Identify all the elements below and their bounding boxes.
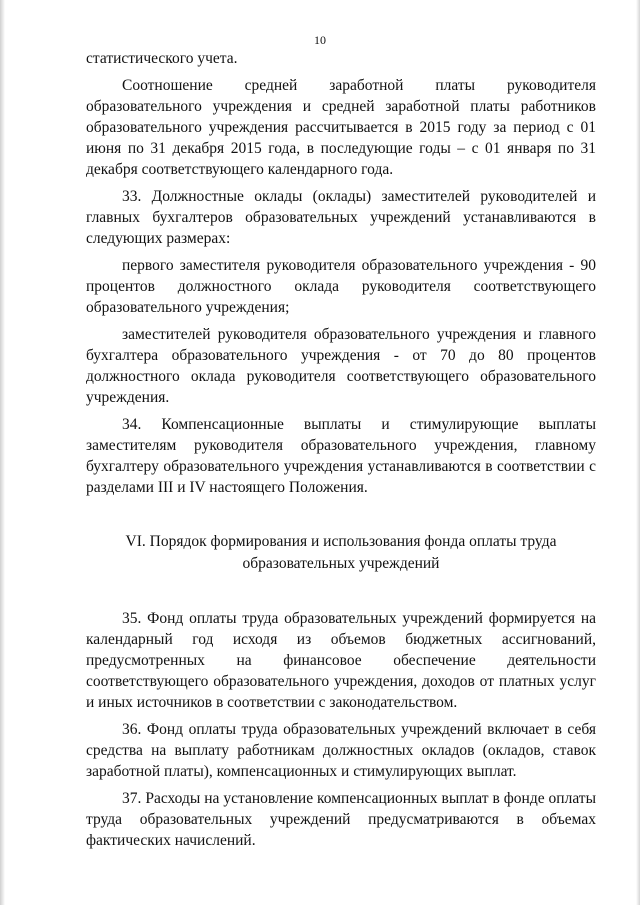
paragraph-37: 37. Расходы на установление компенсационных выплат в фонде оплаты труда образовательных учреждений предусматриваются в объемах фактических начислений.	[86, 790, 596, 849]
paragraph-continuation: статистического учета.	[86, 50, 238, 67]
paragraph-salary-ratio: Соотношение средней заработной платы руководителя образовательного учреждения и средней заработной платы работников образовательного учреждения рассчитывается в 2015 году за период с 01 июня по 31 декабря 2015 года, в последующие годы – с 01 января по 31 декабря соответствующего календарного года.	[86, 77, 596, 178]
paragraph-35: 35. Фонд оплаты труда образовательных учреждений формируется на календарный год исходя из объемов бюджетных ассигнований, предусмотренных на финансовое обеспечение деятельности соответствующего образовательного учреждения, доходов от платных услуг и иных источников в соответствии с законодательством.	[86, 610, 596, 711]
section-heading	[86, 531, 596, 575]
paragraph-deputies: заместителей руководителя образовательного учреждения и главного бухгалтера образовательного учреждения - от 70 до 80 процентов должностного оклада руководителя соответствующего образовательного учреждения.	[86, 326, 596, 406]
paragraph-34: 34. Компенсационные выплаты и стимулирующие выплаты заместителям руководителя образовательного учреждения, главному бухгалтеру образовательного учреждения устанавливаются в соответствии с разделами III и IV настоящего Положения.	[86, 416, 596, 496]
scan-edge-left	[0, 0, 5, 905]
paragraph-36: 36. Фонд оплаты труда образовательных учреждений включает в себя средства на выплату работникам должностных окладов (окладов, ставок заработной платы), компенсационных и стимулирующих выплат.	[86, 721, 596, 780]
paragraph-33: 33. Должностные оклады (оклады) заместителей руководителей и главных бухгалтеров образовательных учреждений устанавливаются в следующих размерах:	[86, 188, 596, 247]
section-heading-line2: образовательных учреждений	[242, 555, 440, 572]
page-number: 10	[314, 33, 326, 47]
document-body	[86, 48, 596, 851]
scan-edge-right	[636, 0, 640, 905]
paragraph-first-deputy: первого заместителя руководителя образовательного учреждения - 90 процентов должностного оклада руководителя соответствующего образовательного учреждения;	[86, 257, 596, 316]
section-heading-line1: VI. Порядок формирования и использования фонда оплаты труда	[125, 533, 557, 550]
